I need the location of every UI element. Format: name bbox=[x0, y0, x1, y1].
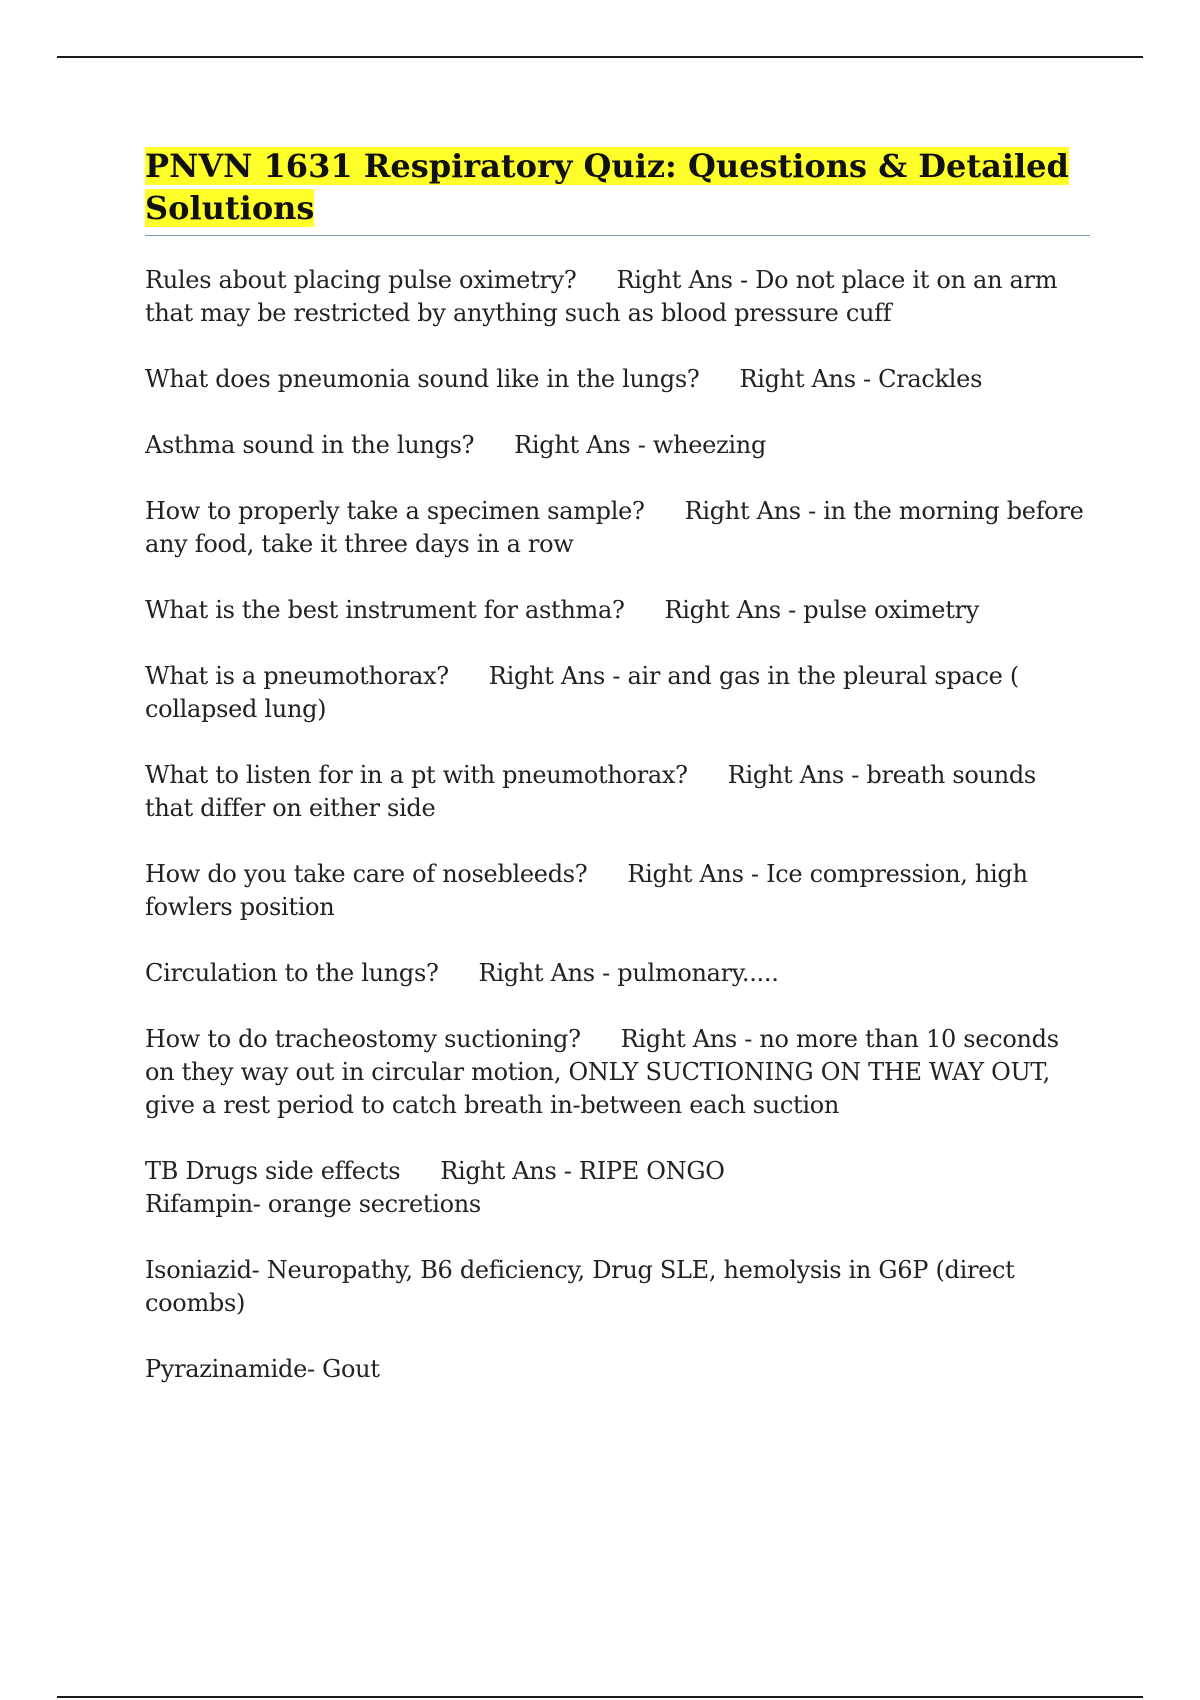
page-bottom-rule bbox=[57, 1696, 1143, 1698]
qa-item-9 bbox=[145, 957, 1090, 990]
answer: Right Ans - wheezing bbox=[514, 431, 767, 459]
question: How to do tracheostomy suctioning? bbox=[145, 1025, 581, 1053]
qa-item-2 bbox=[145, 363, 1090, 396]
answer: Right Ans - pulse oximetry bbox=[664, 596, 979, 624]
note-pyrazinamide: Pyrazinamide- Gout bbox=[145, 1355, 380, 1383]
document-body bbox=[145, 145, 1090, 1419]
answer: Right Ans - in the morning before any food, take it three days in a row bbox=[145, 497, 1084, 558]
answer: Right Ans - RIPE ONGO bbox=[440, 1157, 725, 1185]
answer: Right Ans - Crackles bbox=[739, 365, 983, 393]
note-isoniazid: Isoniazid- Neuropathy, B6 deficiency, Drug SLE, hemolysis in G6P (direct coombs) bbox=[145, 1256, 1015, 1317]
answer: Right Ans - Do not place it on an arm that may be restricted by anything such as blood pressure cuff bbox=[145, 266, 1058, 327]
question: What does pneumonia sound like in the lungs? bbox=[145, 365, 700, 393]
answer: Right Ans - breath sounds that differ on either side bbox=[145, 761, 1036, 822]
qa-item-1 bbox=[145, 264, 1090, 330]
title-underline bbox=[145, 235, 1090, 236]
answer: Right Ans - Ice compression, high fowlers position bbox=[145, 860, 1028, 921]
question: Circulation to the lungs? bbox=[145, 959, 439, 987]
qa-item-tb-drugs bbox=[145, 1155, 1090, 1221]
qa-item-7 bbox=[145, 759, 1090, 825]
qa-item-5 bbox=[145, 594, 1090, 627]
question: What is a pneumothorax? bbox=[145, 662, 449, 690]
qa-item-8 bbox=[145, 858, 1090, 924]
qa-item-6 bbox=[145, 660, 1090, 726]
answer: Right Ans - no more than 10 seconds on they way out in circular motion, ONLY SUCTIONING ON THE WAY OUT, give a rest period to catch breath in-between each suction bbox=[145, 1025, 1059, 1119]
title-highlight: PNVN 1631 Respiratory Quiz: Questions & Detailed Solutions bbox=[145, 147, 1069, 227]
answer: Right Ans - pulmonary..... bbox=[478, 959, 779, 987]
question: Rules about placing pulse oximetry? bbox=[145, 266, 577, 294]
page-top-rule bbox=[57, 56, 1143, 58]
question: How do you take care of nosebleeds? bbox=[145, 860, 588, 888]
qa-item-4 bbox=[145, 495, 1090, 561]
question: What is the best instrument for asthma? bbox=[145, 596, 625, 624]
question: TB Drugs side effects bbox=[145, 1157, 401, 1185]
question: How to properly take a specimen sample? bbox=[145, 497, 645, 525]
answer: Right Ans - air and gas in the pleural space ( collapsed lung) bbox=[145, 662, 1019, 723]
question: What to listen for in a pt with pneumothorax? bbox=[145, 761, 688, 789]
question: Asthma sound in the lungs? bbox=[145, 431, 475, 459]
answer-continuation: Rifampin- orange secretions bbox=[145, 1190, 481, 1218]
qa-item-10 bbox=[145, 1023, 1090, 1122]
qa-item-3 bbox=[145, 429, 1090, 462]
document-title bbox=[145, 145, 1090, 235]
